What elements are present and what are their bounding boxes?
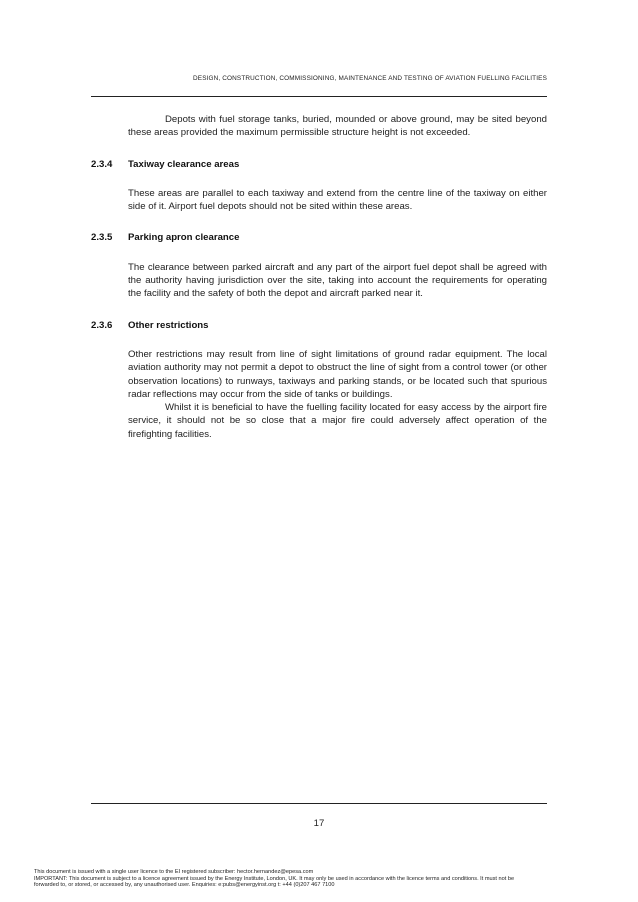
section-paragraph: The clearance between parked aircraft and any part of the airport fuel depot shall be agreed with the authority having jurisdiction over the site, taking into account the requirements for operating the facility and the safety of both the depot and aircraft parked near it. [128,261,547,300]
section-title: Parking apron clearance [128,232,240,244]
footer-line: This document is issued with a single user licence to the EI registered subscriber: hector.hernandez@epesa.com [34,869,314,875]
licence-footer [34,869,634,889]
section-paragraph: These areas are parallel to each taxiway and extend from the centre line of the taxiway on either side of it. Airport fuel depots should not be sited within these areas. [128,187,547,213]
paragraph-text: Other restrictions may result from line of sight limitations of ground radar equipment. The local aviation authority may not permit a depot to obstruct the line of sight from a control tower (or other observation locations) to runways, taxiways and parking stands, or be located such that spurious radar reflections may occur from the side of tanks or buildings. [128,348,547,400]
page-number: 17 [313,818,325,829]
section-number: 2.3.6 [91,319,113,331]
paragraph-continuation: Whilst it is beneficial to have the fuelling facility located for easy access by the airport fire service, it should not be so close that a major fire could adversely affect operation of the firefighting facilities. [128,402,547,440]
footer-line: forwarded to, or stored, or accessed by, any unauthorised user. Enquiries: e:pubs@energyinst.org t: +44 (0)207 467 7100 [34,882,335,889]
header-rule [91,96,547,97]
footer-rule [91,803,547,804]
page-content [91,113,547,441]
footer-line: IMPORTANT: This document is subject to a licence agreement issued by the Energy Institute, London, UK. It may only be used in accordance with the licence terms and conditions. It must not be [34,875,515,882]
running-header: DESIGN, CONSTRUCTION, COMMISSIONING, MAINTENANCE AND TESTING OF AVIATION FUELLING FACILITIES [193,75,547,82]
section-number: 2.3.4 [91,158,113,170]
section-heading-2-3-6 [91,319,547,332]
section-title: Taxiway clearance areas [128,158,240,170]
section-number: 2.3.5 [91,232,113,244]
intro-paragraph: Depots with fuel storage tanks, buried, mounded or above ground, may be sited beyond these areas provided the maximum permissible structure height is not exceeded. [128,114,547,139]
section-heading-2-3-5 [91,231,547,244]
section-title: Other restrictions [128,319,209,331]
section-heading-2-3-4 [91,158,547,171]
section-paragraph [128,348,547,441]
